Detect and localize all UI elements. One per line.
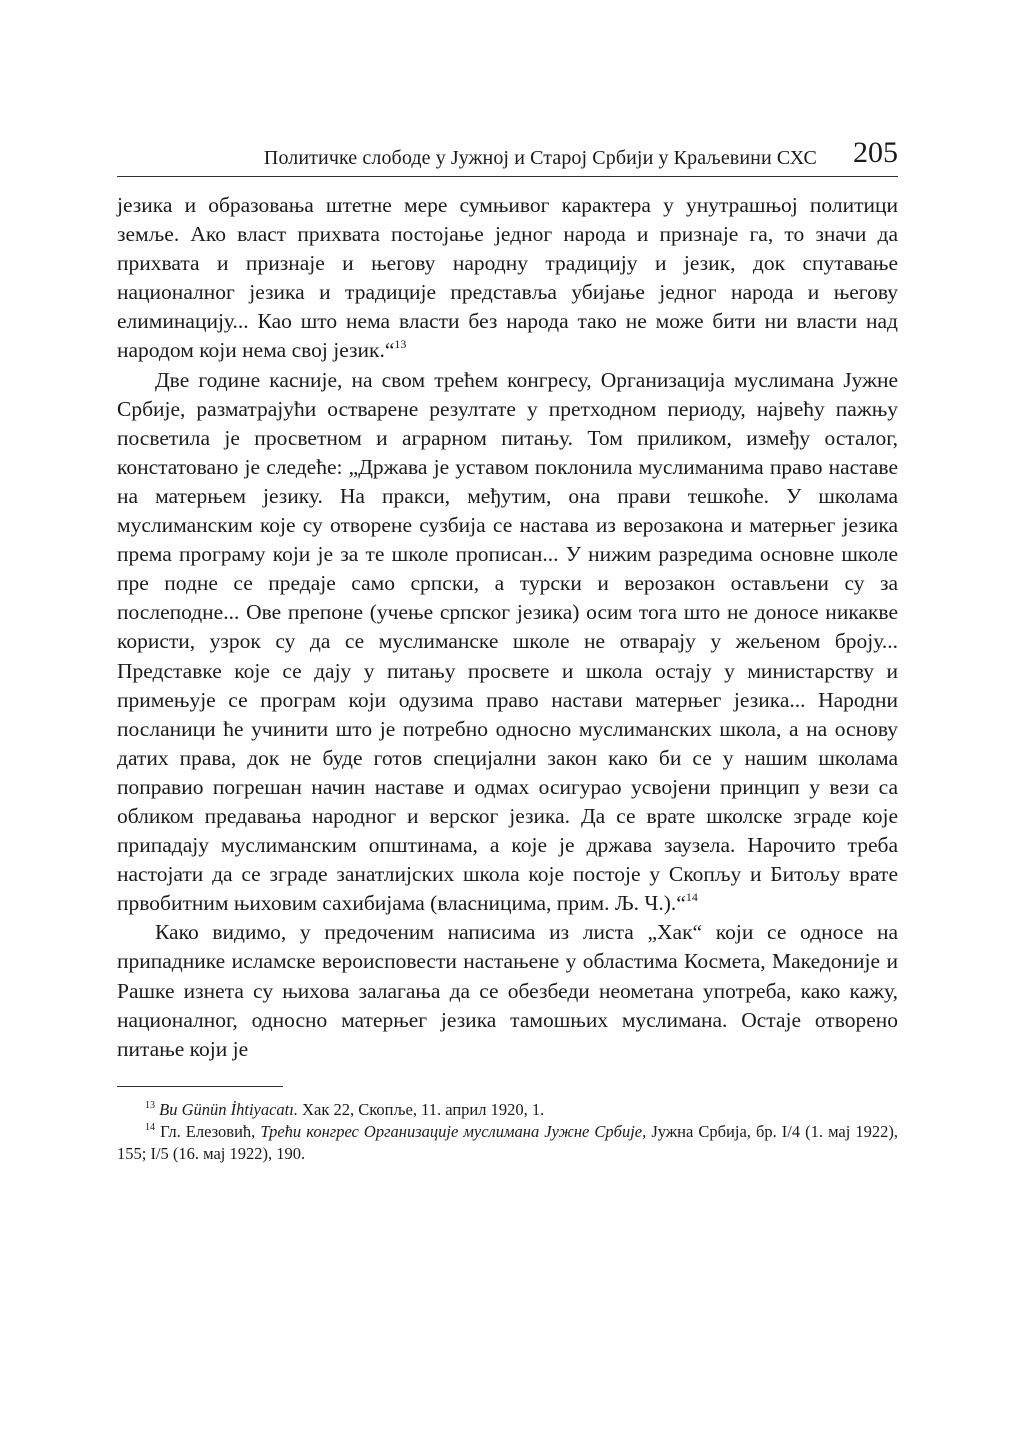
footnote-divider	[117, 1086, 283, 1087]
footnote-title: Bu Günün İhtiyacatı.	[159, 1099, 298, 1119]
footnote-source: Јужна Србија, бр. I/4 (1. мај 1922), 155; I/5 (16. мај 1922), 190.	[117, 1121, 898, 1163]
book-page	[117, 126, 898, 1165]
paragraph: Како видимо, у предоченим написима из листа „Хак“ који се односе на припаднике исламске вероисповести настањене у областима Косметa, Македоније и Рашке изнета су њихова залагања да се обезбеди неометана употреба, како кажу, националног, односно матерњег језика тамошњих муслимана. Остаје отворено питање који је	[117, 920, 898, 1061]
footnote-title: Трећи конгрес Организације муслимана Јужне Србије,	[260, 1121, 647, 1141]
footnote-number: 13	[145, 1099, 155, 1111]
body-text	[117, 191, 898, 1064]
footnote-author: Гл. Елезовић,	[160, 1121, 261, 1141]
running-title: Политичке слободе у Јужној и Старој Србији у Краљевини СХС	[263, 147, 817, 169]
running-header	[117, 126, 898, 177]
footnotes	[117, 1099, 898, 1165]
footnote-number: 14	[145, 1121, 155, 1133]
footnote-ref[interactable]: 13	[394, 337, 407, 352]
footnote-ref[interactable]: 14	[685, 890, 698, 905]
footnote-item	[117, 1121, 898, 1165]
paragraph: језика и образовања штетне мере сумњивог карактера у унутрашњој политици земље. Ако власт прихвата постојање једног народа и признаје га, то значи да прихвата и признаје и његову народну традицију и језик, док спутавање националног језика и традиције представља убијање једног народа и његову елиминацију... Као што нема власти без народа тако не може бити ни власти над народом који нема свој језик.“$^{13}$	[117, 193, 898, 363]
footnote-item	[117, 1099, 898, 1121]
page-number: 205	[853, 136, 898, 169]
paragraph: Две године касније, на свом трећем конгресу, Организација муслимана Јужне Србије, разматрајући остварене резултате у претходном периоду, највећу пажњу посветила је просветном и аграрном питању. Том приликом, између осталог, констатовано је следеће: „Држава је уставом поклонила муслиманима право наставе на матерњем језику. На пракси, међутим, она прави тешкоће. У школама муслиманским које су отворене сузбија се настава из верозакона и матерњег језика према програму који је за те школе прописан... У нижим разредима основне школе пре подне се предаје само српски, а турски и верозакон остављени су за послеподне... Ове препоне (учење српског језика) осим тога што не доносе никакве користи, узрок су да се муслиманске школе не отварају у жељеном броју... Представке које се дају у питању просвете и школа остају у министарству и примењује се програм који одузима право настави матерњег језика... Народни посланици ће учинити што је потребно односно муслиманских школа, а на основу датих права, док не буде готов специјални закон како би се у нашим школама поправио погрешан начин наставе и одмах осигурао усвојени принцип у вези са обликом предавања народног и верског језика. Да се врате школске зграде које припадају муслиманским општинама, а које је држава заузела. Нарочито треба настојати да се зграде занатлијских школа које постоје у Скопљу и Битољу врате првобитним њиховим сахибијама (власницима, прим. Љ. Ч.).“$^{14}$	[117, 367, 898, 916]
footnote-source: Хак 22, Скопље, 11. април 1920, 1.	[297, 1099, 545, 1119]
